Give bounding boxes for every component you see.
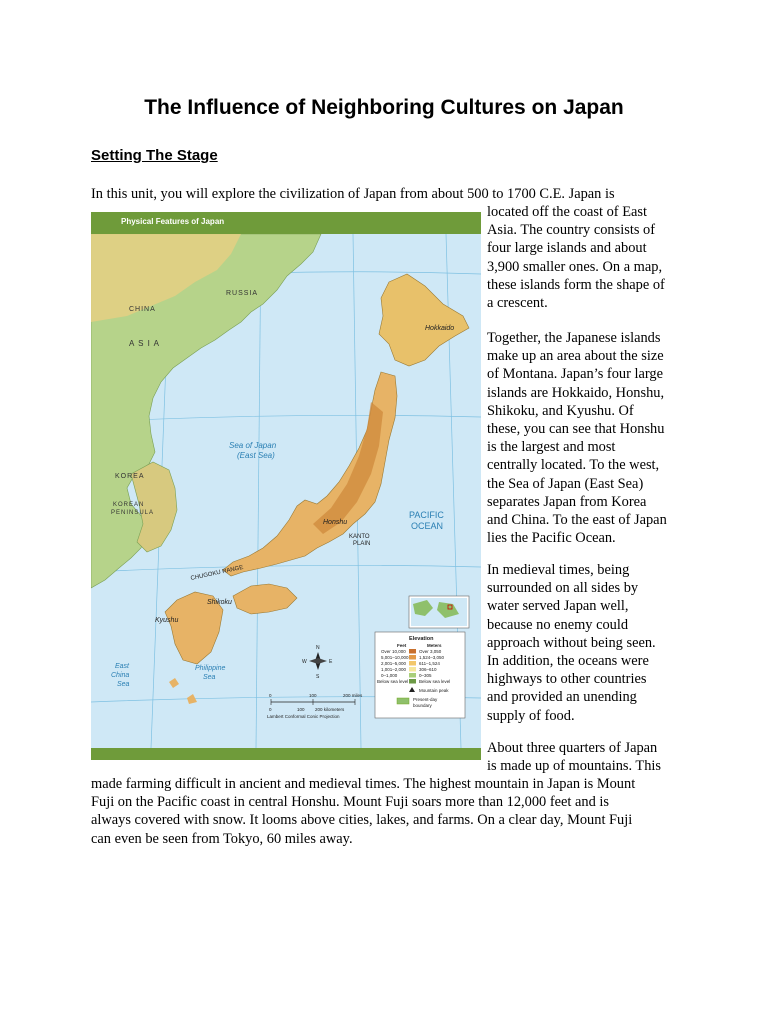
legend-boundary-label: Present-day [413,697,438,702]
text-line: Together, the Japanese islands [487,330,661,346]
compass-rose-icon [302,645,333,680]
map-label-honshu: Honshu [323,519,348,526]
scale-km-100: 100 [297,707,305,712]
compass-n: N [316,645,320,651]
text-line: the Sea of Japan (East Sea) [487,475,644,492]
japan-physical-map [91,212,481,760]
text-line: these, you can see that Honshu [487,421,665,438]
paragraph-4-continued [91,775,635,848]
text-line: is the largest and most [487,439,616,456]
legend-feet: 0–1,000 [381,673,398,678]
text-line: separates Japan from Korea [487,493,647,510]
legend-swatch [409,649,416,654]
legend-boundary-label: boundary [413,703,432,708]
map-label-sea-of-japan: Sea of Japan [229,441,277,450]
legend-feet: Below sea level [377,679,409,684]
legend-meters: 611–1,524 [419,661,440,666]
text-line: and provided an unending [487,689,637,706]
map-label-east-sea: (East Sea) [237,451,275,460]
legend-swatch [409,673,416,678]
map-label-east-china-sea: Sea [117,681,130,688]
legend-meters: 306–610 [419,667,437,672]
text-line: lies the Pacific Ocean. [487,530,616,547]
text-line: Shikoku, and Kyushu. Of [487,402,634,419]
shikoku-island [233,584,297,614]
legend-feet: 1,001–2,000 [381,667,407,672]
legend-swatch [409,667,416,672]
text-line: always covered with snow. It looms above cities, lakes, and farms. On a clear day, Mount Fuji [91,812,633,829]
map-label-russia: RUSSIA [226,290,259,297]
boundary-swatch [397,698,409,704]
map-label-shikoku: Shikoku [207,599,232,606]
scale-km-0: 0 [269,707,272,712]
text-line: About three quarters of Japan [487,740,658,756]
map-label-korean-peninsula: KOREAN [113,502,145,508]
compass-s: S [316,674,320,680]
small-island [187,694,197,704]
legend-meters: Over 3,050 [419,649,442,654]
locator-inset [409,596,469,628]
map-projection: Lambert Conformal Conic Projection [267,714,340,719]
legend-meters-header: Meters [427,643,442,648]
text-line: because no enemy could [487,616,629,633]
map-label-asia: A S I A [129,339,161,348]
map-label-chugoku-range: CHUGOKU RANGE [190,564,244,582]
map-drawing [91,212,481,760]
text-line: made farming difficult in ancient and medieval times. The highest mountain in Japan is Mount [91,776,636,792]
text-line: highways to other countries [487,671,647,688]
legend-feet-header: Feet [397,643,407,648]
legend-feet: 2,001–5,000 [381,661,407,666]
map-label-ocean: OCEAN [411,521,444,531]
text-line: approach without being seen. [487,634,656,651]
scale-miles-0: 0 [269,693,272,698]
page-title: The Influence of Neighboring Cultures on Japan [144,96,624,119]
paragraph-1 [487,203,665,312]
text-line: In medieval times, being [487,562,630,578]
map-label-hokkaido: Hokkaido [425,325,455,332]
map-label-philippine-sea: Philippine [195,665,226,672]
compass-e: E [329,659,333,665]
text-line: 3,900 smaller ones. On a map, [487,258,663,275]
text-line: four large islands and about [487,240,647,257]
text-line: can even be seen from Tokyo, 60 miles away. [91,830,353,847]
map-label-korea: KOREA [115,473,145,480]
compass-w: W [302,659,307,665]
scale-km-200: 200 kilometers [315,707,345,712]
map-label-kyushu: Kyushu [155,617,179,624]
section-heading: Setting The Stage [91,147,218,164]
paragraph-3 [487,561,656,725]
text-line: and China. To the east of Japan [487,512,667,529]
map-label-east-china-sea: China [111,672,130,679]
text-line: a crescent. [487,295,548,312]
intro-line: In this unit, you will explore the civilization of Japan from about 500 to 1700 C.E. Japan is [91,186,615,202]
paragraph-2 [487,329,667,547]
map-label-korean-peninsula: PENINSULA [111,510,155,516]
text-line: these islands form the shape of [487,276,665,293]
map-label-pacific: PACIFIC [409,510,444,520]
text-line: In addition, the oceans were [487,653,649,670]
legend-peak-label: Mountain peak [419,688,449,693]
map-label-china: CHINA [129,306,156,313]
text-line: located off the coast of East [487,204,647,220]
legend-swatch [409,655,416,660]
legend-swatch [409,661,416,666]
map-label-philippine-sea: Sea [203,674,216,681]
scale-miles-200: 200 miles [343,693,363,698]
text-line: supply of food. [487,707,575,724]
text-line: Fuji on the Pacific coast in central Honshu. Mount Fuji soars more than 12,000 feet and is [91,794,609,811]
legend-heading: Elevation [409,636,434,642]
elevation-legend [375,632,465,718]
map-label-kanto: KANTO [349,534,370,540]
map-title: Physical Features of Japan [121,217,225,226]
hokkaido-island [379,274,469,366]
scale-miles-100: 100 [309,693,317,698]
text-line: islands are Hokkaido, Honshu, [487,384,665,401]
text-line: make up an area about the size [487,348,664,365]
legend-meters: Below sea level [419,679,451,684]
map-label-kanto: PLAIN [353,541,371,547]
text-line: is made up of mountains. This [487,758,662,775]
text-line: Asia. The country consists of [487,222,656,239]
text-line: centrally located. To the west, [487,457,660,474]
small-island [169,678,179,688]
text-line: surrounded on all sides by [487,580,639,597]
text-line: water served Japan well, [487,598,629,615]
paragraph-4-start [487,739,661,775]
legend-feet: Over 10,000 [381,649,406,654]
map-label-east-china-sea: East [115,663,130,670]
map-footer-bar [91,748,481,760]
legend-meters: 0–305 [419,673,432,678]
legend-meters: 1,524–3,050 [419,655,445,660]
legend-swatch [409,679,416,684]
map-title-bar [91,212,481,234]
legend-feet: 5,001–10,000 [381,655,409,660]
text-line: of Montana. Japan’s four large [487,366,663,383]
